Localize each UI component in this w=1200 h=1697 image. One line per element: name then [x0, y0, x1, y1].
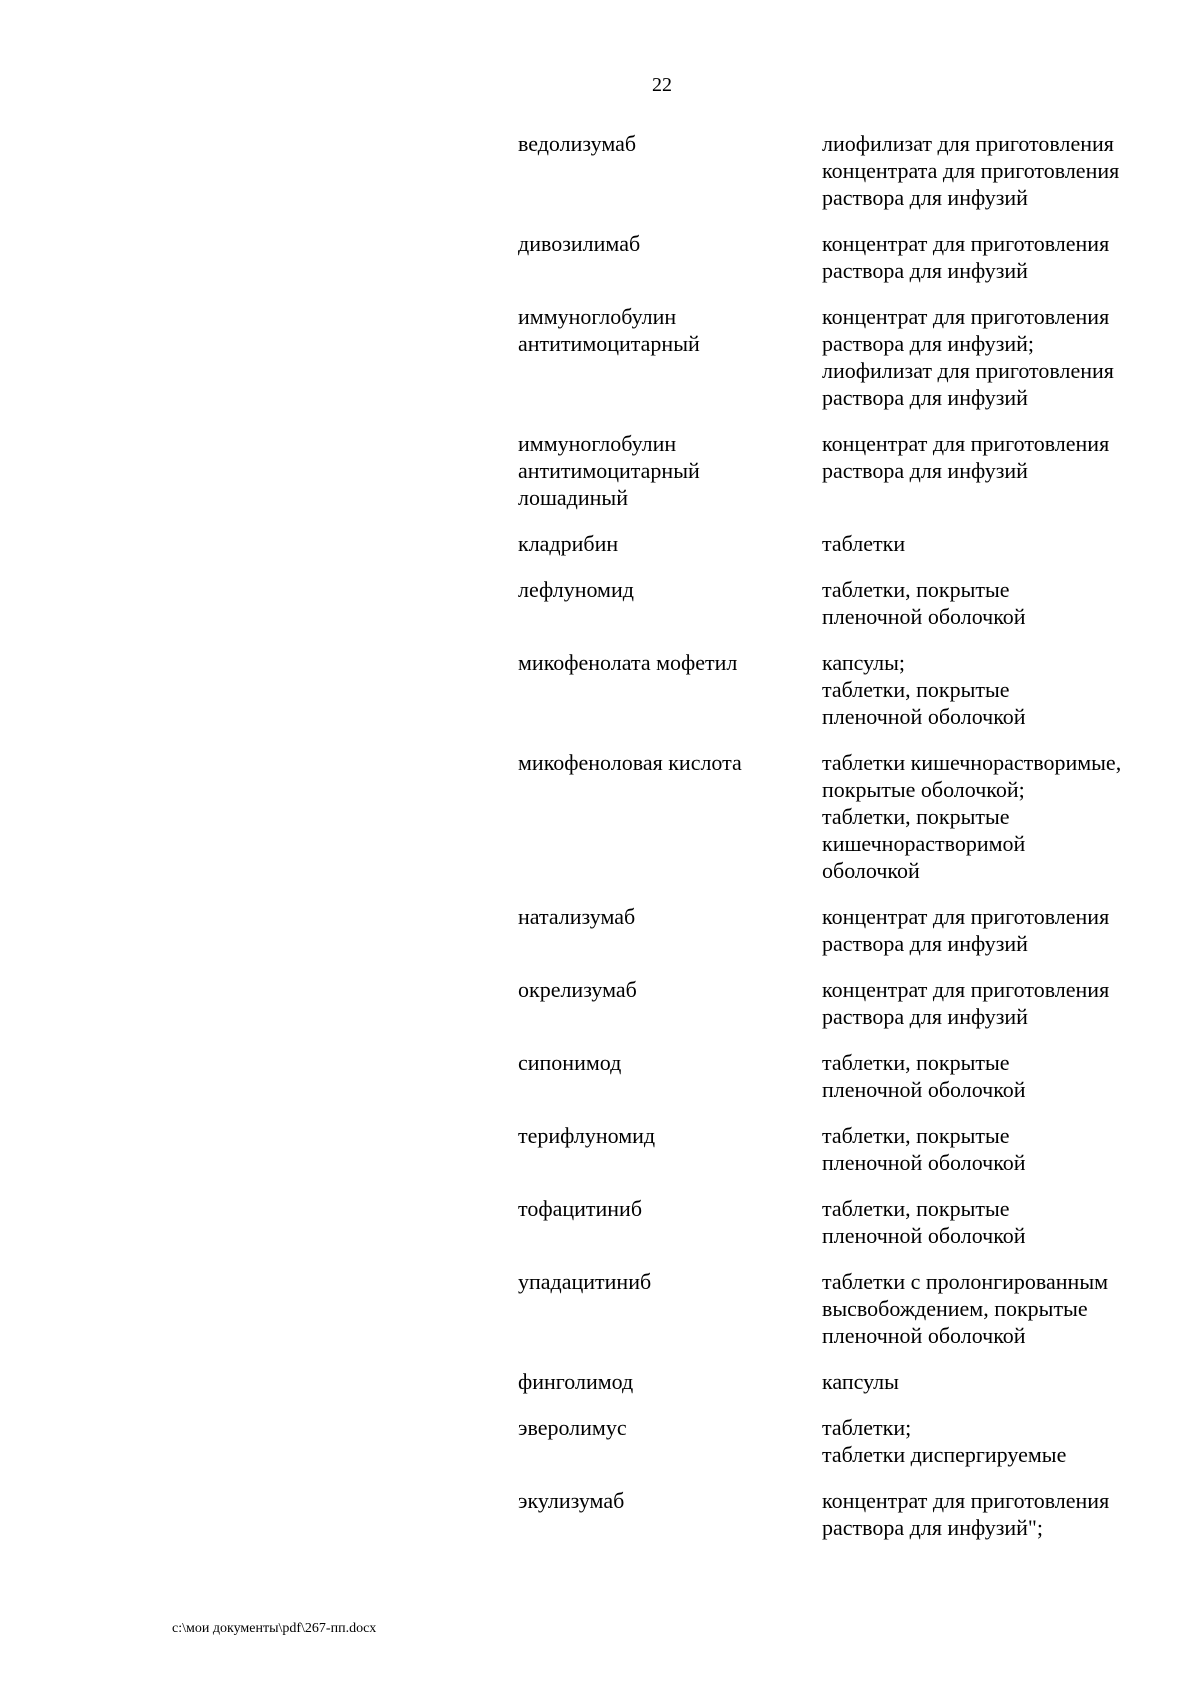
- dosage-form: лиофилизат для приготовления концентрата для приготовления раствора для инфузий: [822, 131, 1120, 210]
- dosage-form: концентрат для приготовления раствора для инфузий: [822, 977, 1110, 1029]
- page-number: 22: [652, 74, 672, 96]
- table-row: [518, 576, 1178, 630]
- table-row: [518, 1122, 1178, 1176]
- dosage-form: таблетки; таблетки диспергируемые: [822, 1415, 1067, 1467]
- dosage-form: капсулы: [822, 1369, 899, 1394]
- table-row: [518, 230, 1178, 284]
- drug-name: иммуноглобулин антитимоцитарный: [518, 304, 700, 356]
- footer-file-path: c:\мои документы\pdf\267-пп.docx: [172, 1621, 377, 1636]
- table-row: [518, 976, 1178, 1030]
- dosage-form: концентрат для приготовления раствора для инфузий: [822, 231, 1110, 283]
- drug-name: терифлуномид: [518, 1123, 656, 1148]
- dosage-form: таблетки, покрытые пленочной оболочкой: [822, 1123, 1026, 1175]
- dosage-form: концентрат для приготовления раствора для инфузий: [822, 431, 1110, 483]
- dosage-form: таблетки, покрытые пленочной оболочкой: [822, 577, 1026, 629]
- table-row: [518, 530, 1178, 557]
- drug-name: микофенолата мофетил: [518, 650, 738, 675]
- dosage-form: капсулы; таблетки, покрытые пленочной оболочкой: [822, 650, 1026, 729]
- table-row: [518, 749, 1178, 884]
- drug-name: упадацитиниб: [518, 1269, 652, 1294]
- dosage-form: таблетки, покрытые пленочной оболочкой: [822, 1050, 1026, 1102]
- drug-name: натализумаб: [518, 904, 636, 929]
- drug-name: сипонимод: [518, 1050, 622, 1075]
- drug-name: дивозилимаб: [518, 231, 641, 256]
- table-row: [518, 130, 1178, 211]
- dosage-form: концентрат для приготовления раствора для инфузий; лиофилизат для приготовления раствора для инфузий: [822, 304, 1114, 410]
- dosage-form: концентрат для приготовления раствора для инфузий: [822, 904, 1110, 956]
- drug-name: окрелизумаб: [518, 977, 637, 1002]
- drug-table: [518, 130, 1178, 1560]
- table-row: [518, 1049, 1178, 1103]
- dosage-form: таблетки кишечнорастворимые, покрытые оболочкой; таблетки, покрытые кишечнорастворимой оболочкой: [822, 750, 1122, 883]
- table-row: [518, 1268, 1178, 1349]
- drug-name: эверолимус: [518, 1415, 627, 1440]
- dosage-form: концентрат для приготовления раствора для инфузий";: [822, 1488, 1110, 1540]
- drug-name: микофеноловая кислота: [518, 750, 742, 775]
- table-row: [518, 303, 1178, 411]
- drug-name: экулизумаб: [518, 1488, 625, 1513]
- table-row: [518, 649, 1178, 730]
- table-row: [518, 903, 1178, 957]
- drug-name: лефлуномид: [518, 577, 634, 602]
- drug-name: ведолизумаб: [518, 131, 637, 156]
- table-row: [518, 1195, 1178, 1249]
- dosage-form: таблетки с пролонгированным высвобождением, покрытые пленочной оболочкой: [822, 1269, 1109, 1348]
- drug-name: тофацитиниб: [518, 1196, 643, 1221]
- drug-name: иммуноглобулин антитимоцитарный лошадиный: [518, 431, 700, 510]
- drug-name: финголимод: [518, 1369, 634, 1394]
- table-row: [518, 430, 1178, 511]
- drug-name: кладрибин: [518, 531, 619, 556]
- table-row: [518, 1487, 1178, 1541]
- table-row: [518, 1414, 1178, 1468]
- dosage-form: таблетки, покрытые пленочной оболочкой: [822, 1196, 1026, 1248]
- dosage-form: таблетки: [822, 531, 906, 556]
- table-row: [518, 1368, 1178, 1395]
